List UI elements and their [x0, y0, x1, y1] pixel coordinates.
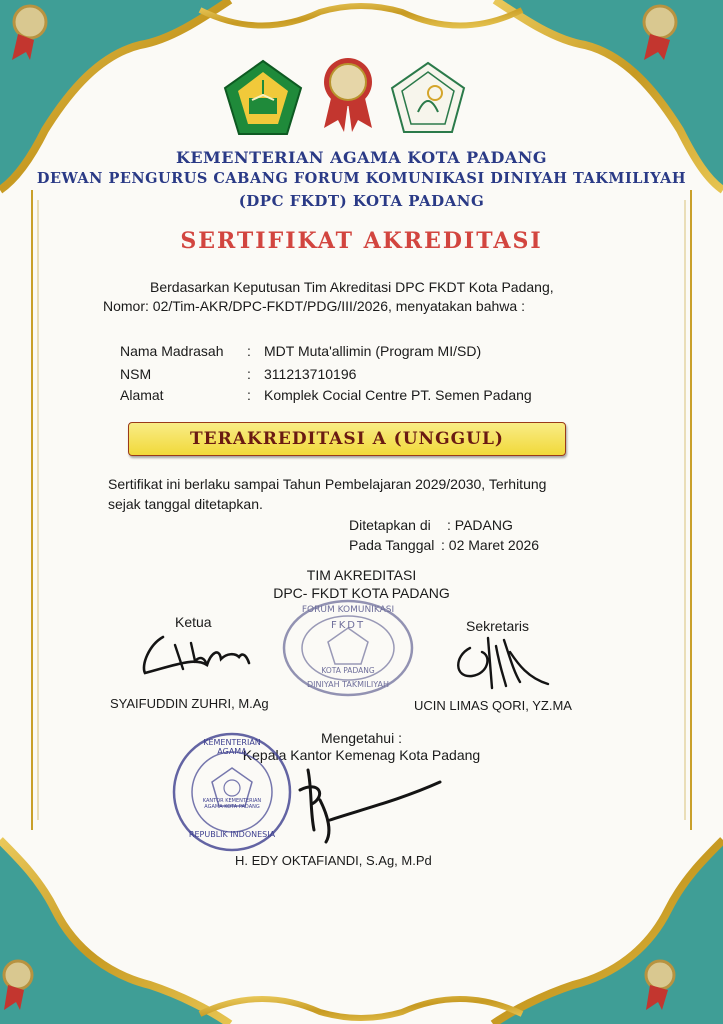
- field-colon: :: [247, 387, 251, 403]
- field-value-nsm: 311213710196: [264, 366, 357, 382]
- acknowledge-label: Mengetahui :: [321, 730, 402, 746]
- field-value-nama: MDT Muta'allimin (Program MI/SD): [264, 343, 482, 359]
- medal-icon: [318, 56, 378, 132]
- field-value-alamat: Komplek Cocial Centre PT. Semen Padang: [264, 387, 532, 403]
- role-ketua: Ketua: [175, 614, 212, 630]
- signature-ketua-icon: [135, 625, 265, 685]
- header-line-ministry: KEMENTERIAN AGAMA KOTA PADANG: [175, 148, 548, 167]
- fkdt-seal-bottom-text: DINIYAH TAKMILIYAH: [307, 680, 389, 689]
- fkdt-seal-inner-text: KOTA PADANG: [321, 666, 375, 675]
- accreditation-grade-text: TERAKREDITASI A (UNGGUL): [190, 429, 504, 449]
- head-role: Kepala Kantor Kemenag Kota Padang: [242, 747, 481, 763]
- name-sekretaris: UCIN LIMAS QORI, YZ.MA: [414, 698, 572, 713]
- header-line-organization: DEWAN PENGURUS CABANG FORUM KOMUNIKASI DINIYAH TAKMILIYAH: [36, 170, 687, 187]
- signature-sekretaris-icon: [448, 628, 558, 698]
- field-label-nama: Nama Madrasah: [120, 343, 224, 359]
- fkdt-logo-icon: [388, 60, 468, 136]
- accreditation-grade-banner: [128, 422, 566, 456]
- team-line-1: TIM AKREDITASI: [306, 567, 417, 583]
- fkdt-seal-center-text: FKDT: [330, 620, 366, 631]
- issued-place-label: Ditetapkan di: [349, 517, 431, 533]
- issued-place: : PADANG: [447, 517, 513, 533]
- validity-line-1: Sertifikat ini berlaku sampai Tahun Pembelajaran 2029/2030, Terhitung: [108, 476, 547, 492]
- issued-date: : 02 Maret 2026: [441, 537, 540, 553]
- header-line-dpc: (DPC FKDT) KOTA PADANG: [238, 192, 485, 210]
- field-colon: :: [247, 366, 251, 382]
- fkdt-seal-top-text: FORUM KOMUNIKASI: [301, 605, 395, 615]
- kemenag-seal-inner-text: KANTOR KEMENTERIAN AGAMA KOTA PADANG: [202, 798, 262, 810]
- certificate-title: SERTIFIKAT AKREDITASI: [180, 228, 543, 254]
- team-line-2: DPC- FKDT KOTA PADANG: [273, 585, 450, 601]
- field-label-nsm: NSM: [120, 366, 152, 382]
- role-sekretaris: Sekretaris: [466, 618, 530, 634]
- signature-head-icon: [290, 760, 450, 850]
- intro-line-2: Nomor: 02/Tim-AKR/DPC-FKDT/PDG/III/2026, menyatakan bahwa :: [103, 298, 525, 314]
- name-ketua: SYAIFUDDIN ZUHRI, M.Ag: [110, 696, 269, 711]
- field-label-alamat: Alamat: [120, 387, 164, 403]
- intro-line-1: Berdasarkan Keputusan Tim Akreditasi DPC FKDT Kota Padang,: [150, 279, 554, 295]
- issued-date-label: Pada Tanggal: [349, 537, 435, 553]
- kemenag-seal-bottom-text: REPUBLIK INDONESIA: [188, 830, 276, 839]
- validity-line-2: sejak tanggal ditetapkan.: [108, 496, 263, 512]
- field-colon: :: [247, 343, 251, 359]
- kemenag-logo-icon: [222, 58, 304, 138]
- kemenag-seal-top-text: KEMENTERIAN AGAMA: [203, 738, 261, 756]
- head-name: H. EDY OKTAFIANDI, S.Ag, M.Pd: [235, 853, 432, 868]
